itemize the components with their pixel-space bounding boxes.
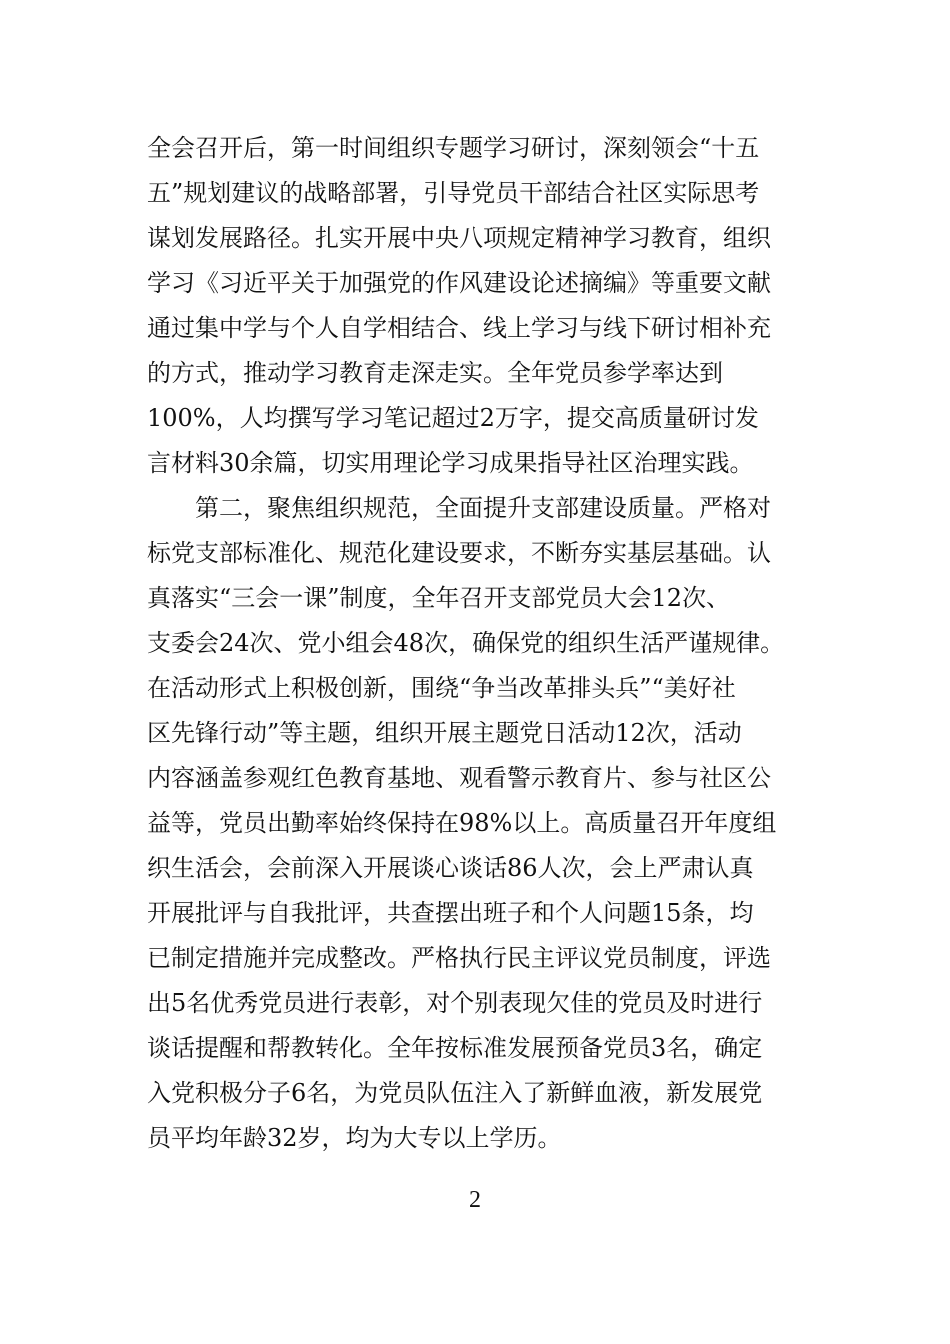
text-line: 100%，人均撰写学习笔记超过2万字，提交高质量研讨发 xyxy=(147,404,759,432)
text-line: 全会召开后，第一时间组织专题学习研讨，深刻领会“十五 xyxy=(147,134,760,162)
body-text xyxy=(147,126,807,1161)
page-number: 2 xyxy=(469,1187,481,1213)
text-line: 谈话提醒和帮教转化。全年按标准发展预备党员3名，确定 xyxy=(147,1034,763,1062)
text-line: 益等，党员出勤率始终保持在98%以上。高质量召开年度组 xyxy=(147,809,777,837)
text-line: 标党支部标准化、规范化建设要求，不断夯实基层基础。认 xyxy=(147,539,771,567)
text-line: 区先锋行动”等主题，组织开展主题党日活动12次，活动 xyxy=(147,719,742,747)
text-line: 出5名优秀党员进行表彰，对个别表现欠佳的党员及时进行 xyxy=(147,989,763,1017)
text-line: 谋划发展路径。扎实开展中央八项规定精神学习教育，组织 xyxy=(147,224,771,252)
text-line: 支委会24次、党小组会48次，确保党的组织生活严谨规律。 xyxy=(147,629,785,657)
text-line: 内容涵盖参观红色教育基地、观看警示教育片、参与社区公 xyxy=(147,764,771,792)
text-line: 开展批评与自我批评，共查摆出班子和个人问题15条，均 xyxy=(147,899,754,927)
text-line: 入党积极分子6名，为党员队伍注入了新鲜血液，新发展党 xyxy=(147,1079,763,1107)
text-line: 织生活会，会前深入开展谈心谈话86人次，会上严肃认真 xyxy=(147,854,754,882)
text-line: 通过集中学与个人自学相结合、线上学习与线下研讨相补充 xyxy=(147,314,771,342)
text-line: 在活动形式上积极创新，围绕“争当改革排头兵”“美好社 xyxy=(147,674,736,702)
text-line: 已制定措施并完成整改。严格执行民主评议党员制度，评选 xyxy=(147,944,771,972)
text-line: 五”规划建议的战略部署，引导党员干部结合社区实际思考 xyxy=(147,179,760,207)
text-line: 的方式，推动学习教育走深走实。全年党员参学率达到 xyxy=(147,359,723,387)
text-line: 学习《习近平关于加强党的作风建设论述摘编》等重要文献 xyxy=(147,269,771,297)
text-line: 员平均年龄32岁，均为大专以上学历。 xyxy=(147,1124,562,1152)
text-line: 言材料30余篇，切实用理论学习成果指导社区治理实践。 xyxy=(147,449,754,477)
text-line: 真落实“三会一课”制度，全年召开支部党员大会12次、 xyxy=(147,584,731,612)
paragraph-start-line: 第二，聚焦组织规范，全面提升支部建设质量。严格对 xyxy=(195,494,771,522)
